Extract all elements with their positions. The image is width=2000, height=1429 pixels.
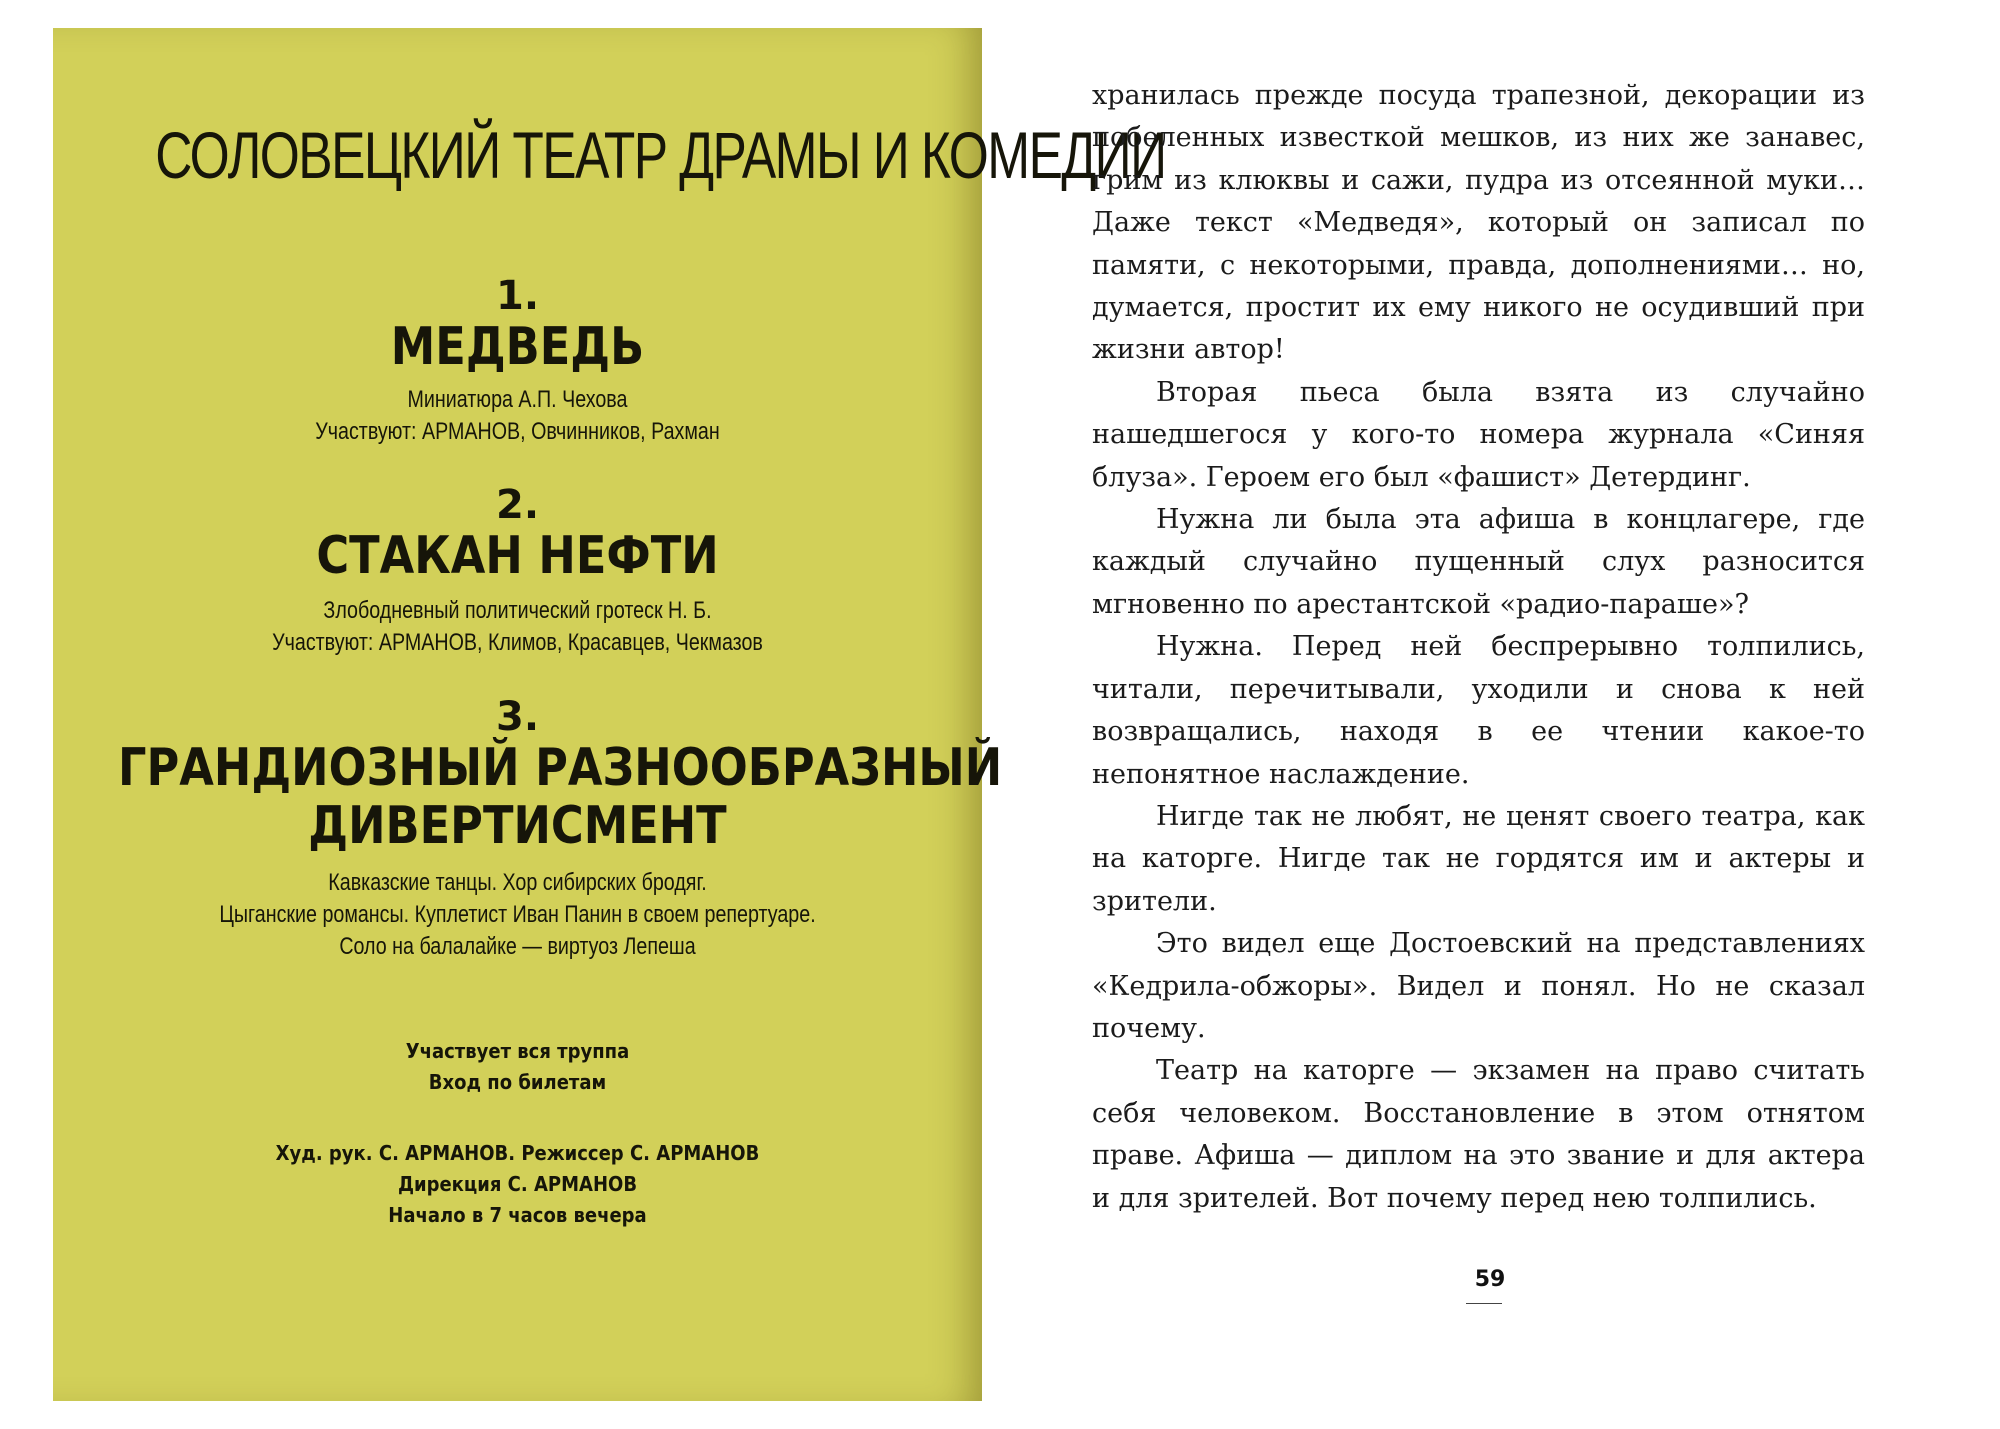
paragraph: хранилась прежде посуда трапезной, декорации из побеленных известкой мешков, из них же занавес, грим из клюквы и сажи, пудра из отсеянной муки… Даже текст «Медведя», который он записал по памяти, с некоторыми, правда, дополнениями… но, думается, простит их ему никого не осудивший при жизни автор! [1092,80,1865,366]
poster-title: СОЛОВЕЦКИЙ ТЕАТР ДРАМЫ И КОМЕДИИ [155,118,1166,192]
troupe-block [53,1036,982,1098]
act-subtitle: Миниатюра А.П. Чехова [407,386,628,413]
credits-line: Худ. рук. С. АРМАНОВ. Режиссер С. АРМАНОВ [275,1141,760,1165]
page-number-rule [1466,1303,1502,1304]
act-3 [53,694,1003,963]
theatre-poster [53,28,1166,1401]
paragraph: Это видел еще Достоевский на представлениях «Кедрила-обжоры». Видел и понял. Но не сказал почему. [1092,928,1865,1044]
troupe-line: Участвует вся труппа [405,1039,630,1063]
act-program-line: Соло на балалайке — виртуоз Лепеша [339,933,696,960]
act-name-line-2: ДИВЕРТИСМЕНТ [308,796,727,856]
page-number: 59 [1474,1267,1506,1292]
act-number: 3. [495,694,540,740]
act-program-line: Кавказские танцы. Хор сибирских бродяг. [328,869,707,896]
act-number: 1. [495,273,540,319]
paragraph: Вторая пьеса была взята из случайно нашедшегося у кого-то номера журнала «Синяя блуза». Героем его был «фашист» Детердинг. [1092,376,1865,493]
tickets-line: Вход по билетам [428,1070,607,1094]
paragraph: Нигде так не любят, не ценят своего театра, как на каторге. Нигде так не гордятся им и актеры и зрители. [1092,800,1865,917]
act-number: 2. [495,482,540,528]
act-1 [53,274,982,448]
credits-block [53,1138,982,1231]
paragraph: Театр на каторге — экзамен на право считать себя человеком. Восстановление в этом отнятом праве. Афиша — диплом на это звание и для актера и для зрителей. Вот почему перед нею толпились. [1092,1055,1865,1214]
act-subtitle: Злободневный политический гротеск Н. Б. [323,597,712,624]
act-name: СТАКАН НЕФТИ [316,526,719,586]
credits-line: Дирекция С. АРМАНОВ [397,1172,638,1196]
book-text [1092,75,1865,1220]
act-name-line-1: ГРАНДИОЗНЫЙ РАЗНООБРАЗНЫЙ [118,738,1003,798]
paragraph: Нужна. Перед ней беспрерывно толпились, читали, перечитывали, уходили и снова к ней возвращались, находя в ее чтении какое-то непонятное наслаждение. [1092,631,1865,790]
act-program-line: Цыганские романсы. Куплетист Иван Панин в своем репертуаре. [219,901,816,928]
act-2 [53,483,982,659]
paragraph: Нужна ли была эта афиша в концлагере, где каждый случайно пущенный слух разносится мгновенно по арестантской «радио-параше»? [1092,504,1865,620]
act-cast: Участвуют: АРМАНОВ, Овчинников, Рахман [315,418,720,445]
act-name: МЕДВЕДЬ [390,317,645,377]
act-cast: Участвуют: АРМАНОВ, Климов, Красавцев, Чекмазов [272,629,763,656]
credits-line: Начало в 7 часов вечера [388,1203,647,1227]
